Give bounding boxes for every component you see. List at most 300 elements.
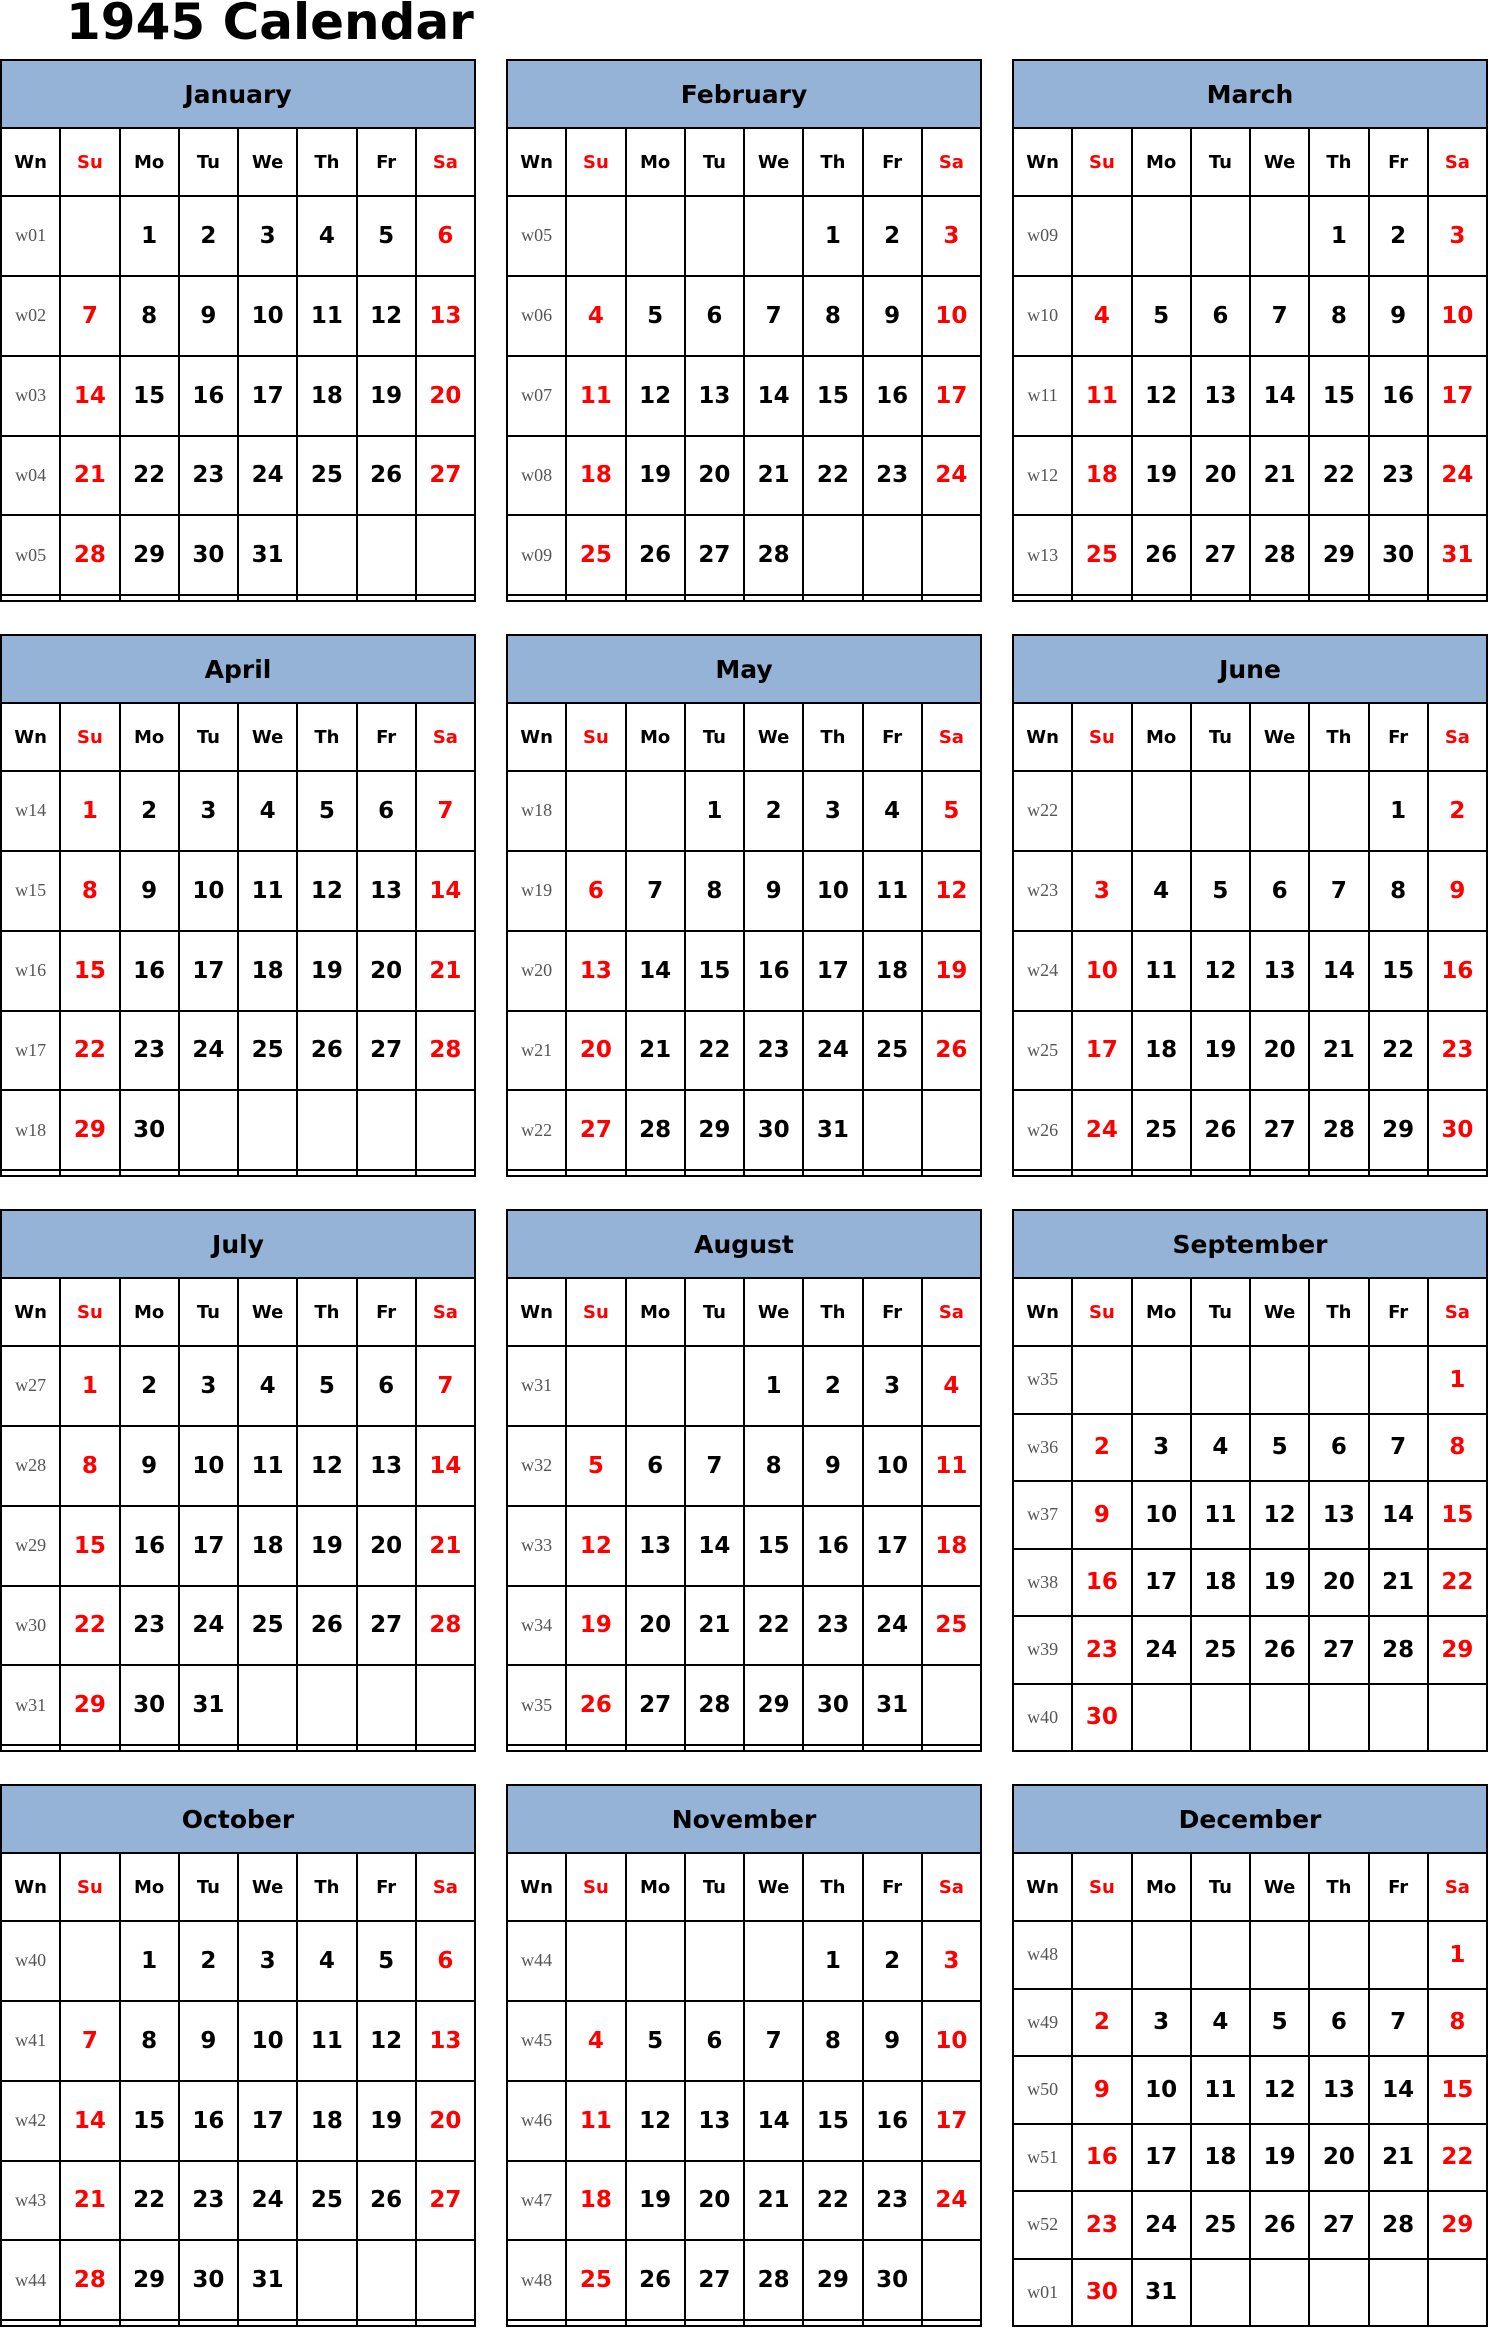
weekday-header: Tu: [179, 1278, 238, 1346]
week-row: [1, 2240, 475, 2320]
week-row: [1013, 851, 1487, 931]
day-cell: [1309, 1684, 1368, 1752]
day-cell: 3: [179, 1346, 238, 1426]
day-cell: [416, 1745, 475, 1751]
day-cell: 14: [685, 1506, 744, 1586]
day-cell: 27: [1191, 515, 1250, 595]
day-cell: 2: [803, 1346, 862, 1426]
week-number: w40: [1013, 1684, 1072, 1752]
day-cell: 1: [120, 1921, 179, 2001]
day-cell: 7: [626, 851, 685, 931]
weekday-header: We: [238, 1278, 297, 1346]
week-row: [507, 1011, 981, 1091]
day-cell: [357, 2240, 416, 2320]
week-number: w10: [1013, 276, 1072, 356]
weekday-header: Wn: [507, 703, 566, 771]
day-cell: 9: [1428, 851, 1487, 931]
day-cell: 5: [1191, 851, 1250, 931]
day-cell: [803, 1170, 862, 1176]
day-cell: 29: [60, 1090, 119, 1170]
day-cell: 22: [1369, 1011, 1428, 1091]
day-cell: 1: [803, 1921, 862, 2001]
week-number: w31: [1, 1665, 60, 1745]
day-cell: 5: [357, 196, 416, 276]
day-cell: 29: [1309, 515, 1368, 595]
day-cell: 11: [297, 2001, 356, 2081]
day-cell: 31: [179, 1665, 238, 1745]
day-cell: 27: [1250, 1090, 1309, 1170]
day-cell: 15: [803, 2081, 862, 2161]
weekday-header: Th: [1309, 128, 1368, 196]
week-row: [507, 1090, 981, 1170]
day-cell: [1072, 1346, 1131, 1414]
day-cell: [1369, 595, 1428, 601]
day-cell: 17: [179, 931, 238, 1011]
day-cell: 13: [685, 2081, 744, 2161]
week-number: w45: [507, 2001, 566, 2081]
weekday-header: Wn: [1013, 128, 1072, 196]
weekday-header: We: [238, 703, 297, 771]
weekday-header: Su: [60, 128, 119, 196]
day-cell: [626, 595, 685, 601]
day-cell: 8: [803, 2001, 862, 2081]
day-cell: 2: [120, 771, 179, 851]
week-number: w48: [1013, 1921, 1072, 1989]
day-cell: 21: [416, 931, 475, 1011]
day-cell: 10: [922, 276, 981, 356]
day-cell: 17: [238, 2081, 297, 2161]
month-name: January: [1, 60, 475, 128]
week-row: [1013, 356, 1487, 436]
month-september: [1012, 1209, 1488, 1752]
day-cell: 21: [1369, 2124, 1428, 2192]
day-cell: [179, 595, 238, 601]
day-cell: 12: [566, 1506, 625, 1586]
day-cell: 13: [626, 1506, 685, 1586]
day-cell: [922, 2240, 981, 2320]
week-number: w01: [1, 196, 60, 276]
day-cell: 25: [238, 1011, 297, 1091]
weekday-header: Fr: [863, 128, 922, 196]
week-row: [507, 2081, 981, 2161]
day-cell: [863, 1170, 922, 1176]
weekday-header: Wn: [1013, 1853, 1072, 1921]
day-cell: 20: [357, 931, 416, 1011]
day-cell: 1: [1369, 771, 1428, 851]
day-cell: [179, 2320, 238, 2326]
month-table: [506, 1209, 982, 1752]
day-cell: 27: [685, 515, 744, 595]
day-cell: [1369, 1921, 1428, 1989]
weekday-header: We: [1250, 703, 1309, 771]
day-cell: [626, 196, 685, 276]
day-cell: 9: [863, 276, 922, 356]
day-cell: [120, 1170, 179, 1176]
day-cell: 8: [120, 276, 179, 356]
weekday-header: Mo: [120, 703, 179, 771]
weekday-header: Th: [803, 1853, 862, 1921]
week-row: [1013, 2191, 1487, 2259]
day-cell: 6: [626, 1426, 685, 1506]
weekday-header: Sa: [922, 703, 981, 771]
day-cell: 26: [1191, 1090, 1250, 1170]
weekday-header: Fr: [1369, 1278, 1428, 1346]
day-cell: 22: [1428, 2124, 1487, 2192]
day-cell: 27: [1309, 2191, 1368, 2259]
week-number: w37: [1013, 1481, 1072, 1549]
day-cell: 25: [1191, 1616, 1250, 1684]
day-cell: 8: [60, 1426, 119, 1506]
weekday-header: Tu: [1191, 1278, 1250, 1346]
day-cell: 23: [179, 436, 238, 516]
weekday-header: Tu: [685, 703, 744, 771]
day-cell: [685, 595, 744, 601]
day-cell: 17: [1132, 2124, 1191, 2192]
day-cell: 31: [803, 1090, 862, 1170]
day-cell: 31: [1428, 515, 1487, 595]
week-number: [1, 1170, 60, 1176]
day-cell: 22: [1309, 436, 1368, 516]
day-cell: 2: [1072, 1414, 1131, 1482]
day-cell: 15: [120, 356, 179, 436]
month-table: [0, 1209, 476, 1752]
weekday-header: Sa: [1428, 128, 1487, 196]
day-cell: 19: [1191, 1011, 1250, 1091]
day-cell: 30: [863, 2240, 922, 2320]
week-number: w35: [1013, 1346, 1072, 1414]
day-cell: 17: [1428, 356, 1487, 436]
day-cell: 5: [297, 1346, 356, 1426]
week-row: [1, 1090, 475, 1170]
day-cell: [416, 1090, 475, 1170]
day-cell: 21: [60, 436, 119, 516]
week-row: [1013, 1481, 1487, 1549]
day-cell: 5: [1250, 1414, 1309, 1482]
day-cell: 19: [566, 1586, 625, 1666]
day-cell: 23: [863, 436, 922, 516]
day-cell: 17: [803, 931, 862, 1011]
day-cell: [120, 595, 179, 601]
day-cell: 18: [922, 1506, 981, 1586]
week-number: w44: [507, 1921, 566, 2001]
day-cell: 15: [1428, 1481, 1487, 1549]
day-cell: [685, 2320, 744, 2326]
day-cell: 16: [1428, 931, 1487, 1011]
week-row: [1013, 1011, 1487, 1091]
day-cell: 6: [1250, 851, 1309, 931]
day-cell: 23: [1072, 1616, 1131, 1684]
weekday-header: Wn: [507, 1278, 566, 1346]
day-cell: [60, 1745, 119, 1751]
day-cell: 9: [179, 2001, 238, 2081]
day-cell: 2: [1072, 1989, 1131, 2057]
day-cell: 24: [922, 436, 981, 516]
day-cell: [1132, 196, 1191, 276]
weekday-header: Th: [297, 128, 356, 196]
weekday-header: Wn: [1013, 703, 1072, 771]
day-cell: [566, 595, 625, 601]
week-row: [1, 1426, 475, 1506]
day-cell: [744, 2320, 803, 2326]
day-cell: 28: [744, 2240, 803, 2320]
week-number: w22: [507, 1090, 566, 1170]
week-number: w03: [1, 356, 60, 436]
weekday-header: We: [744, 1853, 803, 1921]
week-row: [507, 2240, 981, 2320]
day-cell: 7: [685, 1426, 744, 1506]
day-cell: [922, 1665, 981, 1745]
day-cell: 12: [357, 2001, 416, 2081]
day-cell: [357, 1090, 416, 1170]
day-cell: [1369, 1346, 1428, 1414]
week-row: [1013, 196, 1487, 276]
day-cell: 1: [803, 196, 862, 276]
month-november: [506, 1784, 982, 2327]
day-cell: 23: [120, 1011, 179, 1091]
day-cell: [744, 1170, 803, 1176]
weekday-header: Th: [297, 703, 356, 771]
day-cell: 23: [1072, 2191, 1131, 2259]
day-cell: 23: [863, 2161, 922, 2241]
day-cell: [1309, 1346, 1368, 1414]
weekday-header: Su: [566, 128, 625, 196]
day-cell: 30: [1072, 1684, 1131, 1752]
day-cell: 18: [1191, 2124, 1250, 2192]
week-number: w50: [1013, 2056, 1072, 2124]
day-cell: [744, 1921, 803, 2001]
day-cell: 7: [1369, 1414, 1428, 1482]
day-cell: 20: [626, 1586, 685, 1666]
week-row: [1013, 276, 1487, 356]
day-cell: 25: [1191, 2191, 1250, 2259]
day-cell: 10: [238, 276, 297, 356]
day-cell: 30: [179, 2240, 238, 2320]
weekday-header: Fr: [357, 128, 416, 196]
month-october: [0, 1784, 476, 2327]
day-cell: 4: [1191, 1414, 1250, 1482]
day-cell: 22: [60, 1011, 119, 1091]
weekday-header: Su: [1072, 128, 1131, 196]
month-name: October: [1, 1785, 475, 1853]
week-row: [507, 1346, 981, 1426]
day-cell: [1191, 595, 1250, 601]
week-row: [1, 196, 475, 276]
week-number: w26: [1013, 1090, 1072, 1170]
day-cell: 14: [416, 851, 475, 931]
day-cell: 8: [744, 1426, 803, 1506]
day-cell: 30: [179, 515, 238, 595]
day-cell: 22: [803, 436, 862, 516]
day-cell: 5: [626, 276, 685, 356]
day-cell: 26: [1132, 515, 1191, 595]
week-number: [1013, 1170, 1072, 1176]
day-cell: 5: [357, 1921, 416, 2001]
day-cell: 13: [685, 356, 744, 436]
day-cell: 20: [1250, 1011, 1309, 1091]
day-cell: [120, 2320, 179, 2326]
week-row: [1, 2001, 475, 2081]
day-cell: 5: [922, 771, 981, 851]
day-cell: 4: [297, 1921, 356, 2001]
day-cell: [120, 1745, 179, 1751]
week-number: w42: [1, 2081, 60, 2161]
week-row: [1, 356, 475, 436]
day-cell: 13: [416, 2001, 475, 2081]
day-cell: [626, 1921, 685, 2001]
week-row: [1013, 1346, 1487, 1414]
day-cell: 19: [297, 931, 356, 1011]
day-cell: 24: [1132, 1616, 1191, 1684]
day-cell: 2: [1369, 196, 1428, 276]
day-cell: [1191, 771, 1250, 851]
day-cell: 16: [179, 356, 238, 436]
week-number: [1013, 595, 1072, 601]
week-number: [1, 2320, 60, 2326]
weekday-header: Tu: [1191, 128, 1250, 196]
day-cell: 11: [863, 851, 922, 931]
day-cell: 7: [744, 276, 803, 356]
day-cell: 19: [626, 436, 685, 516]
week-row: [507, 595, 981, 601]
day-cell: 18: [297, 2081, 356, 2161]
day-cell: 11: [1191, 1481, 1250, 1549]
day-cell: 3: [1132, 1989, 1191, 2057]
week-number: w15: [1, 851, 60, 931]
day-cell: 29: [120, 515, 179, 595]
week-number: w05: [507, 196, 566, 276]
day-cell: 9: [803, 1426, 862, 1506]
week-number: w28: [1, 1426, 60, 1506]
day-cell: [1309, 2259, 1368, 2327]
day-cell: 11: [238, 851, 297, 931]
day-cell: 26: [357, 436, 416, 516]
day-cell: 3: [922, 196, 981, 276]
day-cell: 16: [1072, 1549, 1131, 1617]
week-number: w14: [1, 771, 60, 851]
day-cell: 31: [1132, 2259, 1191, 2327]
day-cell: 4: [297, 196, 356, 276]
weekday-header: Tu: [685, 128, 744, 196]
day-cell: 9: [1369, 276, 1428, 356]
day-cell: 13: [357, 851, 416, 931]
day-cell: [1250, 2259, 1309, 2327]
day-cell: [1132, 1346, 1191, 1414]
day-cell: 10: [179, 1426, 238, 1506]
weekday-header: Sa: [922, 128, 981, 196]
day-cell: 6: [416, 1921, 475, 2001]
day-cell: 8: [1309, 276, 1368, 356]
month-name: May: [507, 635, 981, 703]
week-row: [1013, 1684, 1487, 1752]
day-cell: [1191, 2259, 1250, 2327]
day-cell: 24: [803, 1011, 862, 1091]
day-cell: 27: [685, 2240, 744, 2320]
month-table: [0, 1784, 476, 2327]
day-cell: 23: [803, 1586, 862, 1666]
month-july: [0, 1209, 476, 1752]
month-table: [506, 59, 982, 602]
day-cell: 12: [922, 851, 981, 931]
day-cell: 17: [922, 2081, 981, 2161]
day-cell: [1250, 1921, 1309, 1989]
day-cell: 6: [1309, 1414, 1368, 1482]
day-cell: 12: [626, 2081, 685, 2161]
weekday-header: Wn: [1, 1278, 60, 1346]
day-cell: [1309, 595, 1368, 601]
day-cell: [357, 595, 416, 601]
weekday-header: Su: [60, 1853, 119, 1921]
weekday-header: Th: [1309, 1853, 1368, 1921]
day-cell: [1072, 1170, 1131, 1176]
day-cell: 1: [1428, 1346, 1487, 1414]
day-cell: [1072, 771, 1131, 851]
week-number: w24: [1013, 931, 1072, 1011]
day-cell: 2: [179, 1921, 238, 2001]
week-row: [1013, 2056, 1487, 2124]
week-row: [1, 771, 475, 851]
day-cell: 19: [922, 931, 981, 1011]
month-table: [0, 59, 476, 602]
day-cell: 5: [1132, 276, 1191, 356]
weekday-header: Th: [803, 1278, 862, 1346]
day-cell: 6: [357, 771, 416, 851]
day-cell: [922, 1170, 981, 1176]
week-row: [507, 1665, 981, 1745]
day-cell: 11: [238, 1426, 297, 1506]
week-row: [1, 1665, 475, 1745]
week-row: [1, 1921, 475, 2001]
day-cell: 19: [1250, 1549, 1309, 1617]
day-cell: [297, 515, 356, 595]
day-cell: [626, 1170, 685, 1176]
day-cell: 27: [566, 1090, 625, 1170]
day-cell: 11: [566, 2081, 625, 2161]
day-cell: 5: [297, 771, 356, 851]
day-cell: 25: [863, 1011, 922, 1091]
weekday-header: Th: [803, 128, 862, 196]
day-cell: 10: [803, 851, 862, 931]
day-cell: 15: [1428, 2056, 1487, 2124]
week-number: w48: [507, 2240, 566, 2320]
day-cell: 13: [1250, 931, 1309, 1011]
day-cell: 20: [1309, 2124, 1368, 2192]
week-number: w51: [1013, 2124, 1072, 2192]
day-cell: 4: [922, 1346, 981, 1426]
day-cell: 11: [1132, 931, 1191, 1011]
week-row: [1013, 595, 1487, 601]
day-cell: 10: [1132, 2056, 1191, 2124]
week-row: [507, 276, 981, 356]
week-row: [1013, 931, 1487, 1011]
weekday-header: We: [1250, 1853, 1309, 1921]
weekday-header: We: [744, 703, 803, 771]
day-cell: [1072, 595, 1131, 601]
day-cell: 26: [357, 2161, 416, 2241]
day-cell: 25: [566, 515, 625, 595]
day-cell: 6: [1309, 1989, 1368, 2057]
day-cell: 18: [1132, 1011, 1191, 1091]
day-cell: 28: [1309, 1090, 1368, 1170]
day-cell: 30: [1369, 515, 1428, 595]
day-cell: 19: [1132, 436, 1191, 516]
day-cell: [803, 1745, 862, 1751]
week-number: w21: [507, 1011, 566, 1091]
day-cell: 5: [1250, 1989, 1309, 2057]
week-row: [1, 851, 475, 931]
day-cell: [922, 1090, 981, 1170]
weekday-header: Wn: [1, 128, 60, 196]
day-cell: 28: [685, 1665, 744, 1745]
